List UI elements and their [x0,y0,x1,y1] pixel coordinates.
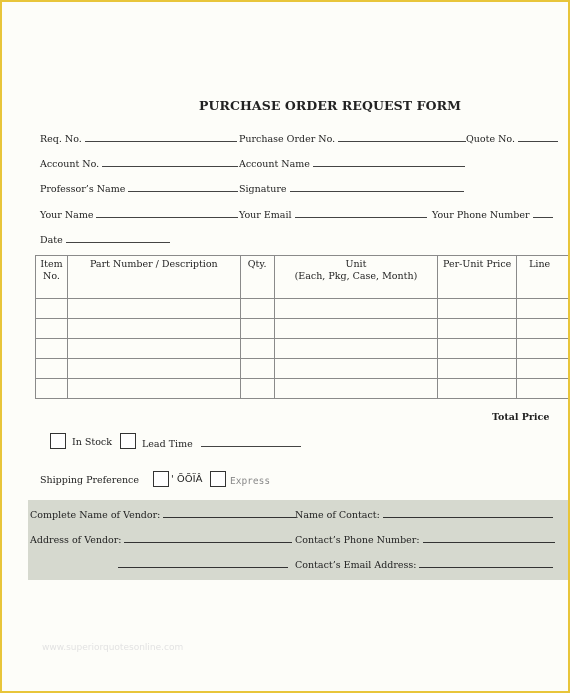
cell[interactable] [274,379,438,399]
vendor-address-line2 [118,558,288,568]
table-row [36,339,570,359]
cell[interactable] [240,339,274,359]
items-table [35,255,570,399]
cell[interactable] [438,319,517,339]
cell[interactable] [517,319,570,339]
signature-label: Signature [239,184,287,195]
po-no-field[interactable] [239,132,466,145]
date-label: Date [40,235,63,246]
professor-name-label: Professor’s Name [40,184,126,195]
account-no-line [102,157,238,167]
quote-no-line [518,132,558,142]
professor-name-line [128,182,238,192]
lead-time-label: Lead Time [142,439,193,450]
quote-no-label: Quote No. [466,134,515,145]
vendor-section [28,500,570,580]
cell[interactable] [36,339,68,359]
professor-name-field[interactable] [40,182,238,195]
cell[interactable] [274,299,438,319]
col-item-no: Item No. [36,256,68,299]
your-phone-field[interactable] [432,208,553,221]
your-phone-line [533,208,553,218]
account-no-field[interactable] [40,157,238,170]
col-line: Line [517,256,570,299]
cell[interactable] [517,339,570,359]
your-name-field[interactable] [40,208,238,221]
col-unit-sub: (Each, Pkg, Case, Month) [294,271,418,282]
cell[interactable] [517,379,570,399]
cell[interactable] [36,299,68,319]
table-row [36,299,570,319]
cell[interactable] [67,299,240,319]
cell[interactable] [517,299,570,319]
cell[interactable] [438,339,517,359]
req-no-label: Req. No. [40,134,82,145]
cell[interactable] [36,359,68,379]
cell[interactable] [67,319,240,339]
contact-name-line [383,508,553,518]
cell[interactable] [274,339,438,359]
form-title: PURCHASE ORDER REQUEST FORM [198,98,462,113]
col-unit-label: Unit [345,259,367,270]
cell[interactable] [438,359,517,379]
vendor-address-line [124,533,292,543]
contact-name-label: Name of Contact: [295,510,380,521]
vendor-address-line2-field[interactable] [118,558,288,568]
account-no-label: Account No. [40,159,100,170]
express-label: Express [230,476,271,487]
contact-email-line [419,558,553,568]
cell[interactable] [240,379,274,399]
vendor-name-line [163,508,296,518]
in-stock-checkbox[interactable] [50,433,66,449]
vendor-name-field[interactable] [30,508,296,521]
col-part-number: Part Number / Description [67,256,240,299]
account-name-line [313,157,465,167]
cell[interactable] [274,359,438,379]
cell[interactable] [67,379,240,399]
your-email-label: Your Email [239,210,292,221]
contact-email-label: Contact’s Email Address: [295,560,417,571]
cell[interactable] [438,379,517,399]
vendor-address-label: Address of Vendor: [30,535,122,546]
po-no-line [338,132,466,142]
cell[interactable] [274,319,438,339]
cell[interactable] [67,339,240,359]
table-header-row [36,256,570,299]
lead-time-line [201,437,301,447]
your-name-line [96,208,238,218]
table-row [36,319,570,339]
cell[interactable] [240,299,274,319]
your-name-label: Your Name [40,210,94,221]
your-email-field[interactable] [239,208,427,221]
contact-email-field[interactable] [295,558,553,571]
req-no-field[interactable] [40,132,237,145]
your-email-line [295,208,427,218]
req-no-line [85,132,237,142]
cell[interactable] [36,379,68,399]
express-checkbox[interactable] [210,471,226,487]
date-field[interactable] [40,233,170,246]
your-phone-label: Your Phone Number [432,210,530,221]
quote-no-field[interactable] [466,132,558,145]
lead-time-field[interactable] [142,437,301,450]
col-per-unit-price: Per-Unit Price [438,256,517,299]
col-unit [274,256,438,299]
total-price-label: Total Price [492,412,550,423]
contact-phone-field[interactable] [295,533,555,546]
cell[interactable] [240,319,274,339]
contact-phone-label: Contact’s Phone Number: [295,535,420,546]
signature-line [290,182,464,192]
col-qty: Qty. [240,256,274,299]
cell[interactable] [67,359,240,379]
cell[interactable] [517,359,570,379]
watermark-text: www.superiorquotesonline.com [42,643,184,653]
cell[interactable] [438,299,517,319]
cell[interactable] [240,359,274,379]
po-no-label: Purchase Order No. [239,134,336,145]
contact-phone-line [423,533,555,543]
shipping-preference-label: Shipping Preference [40,475,140,486]
vendor-address-field[interactable] [30,533,292,546]
shipping-standard-checkbox[interactable] [153,471,169,487]
date-line [66,233,170,243]
shipping-garbled-text: ' ÕÕÏÂ [171,474,203,485]
table-row [36,379,570,399]
cell[interactable] [36,319,68,339]
contact-name-field[interactable] [295,508,553,521]
lead-time-checkbox[interactable] [120,433,136,449]
in-stock-label: In Stock [72,437,113,448]
account-name-field[interactable] [239,157,465,170]
signature-field[interactable] [239,182,464,195]
account-name-label: Account Name [239,159,310,170]
vendor-name-label: Complete Name of Vendor: [30,510,161,521]
table-row [36,359,570,379]
